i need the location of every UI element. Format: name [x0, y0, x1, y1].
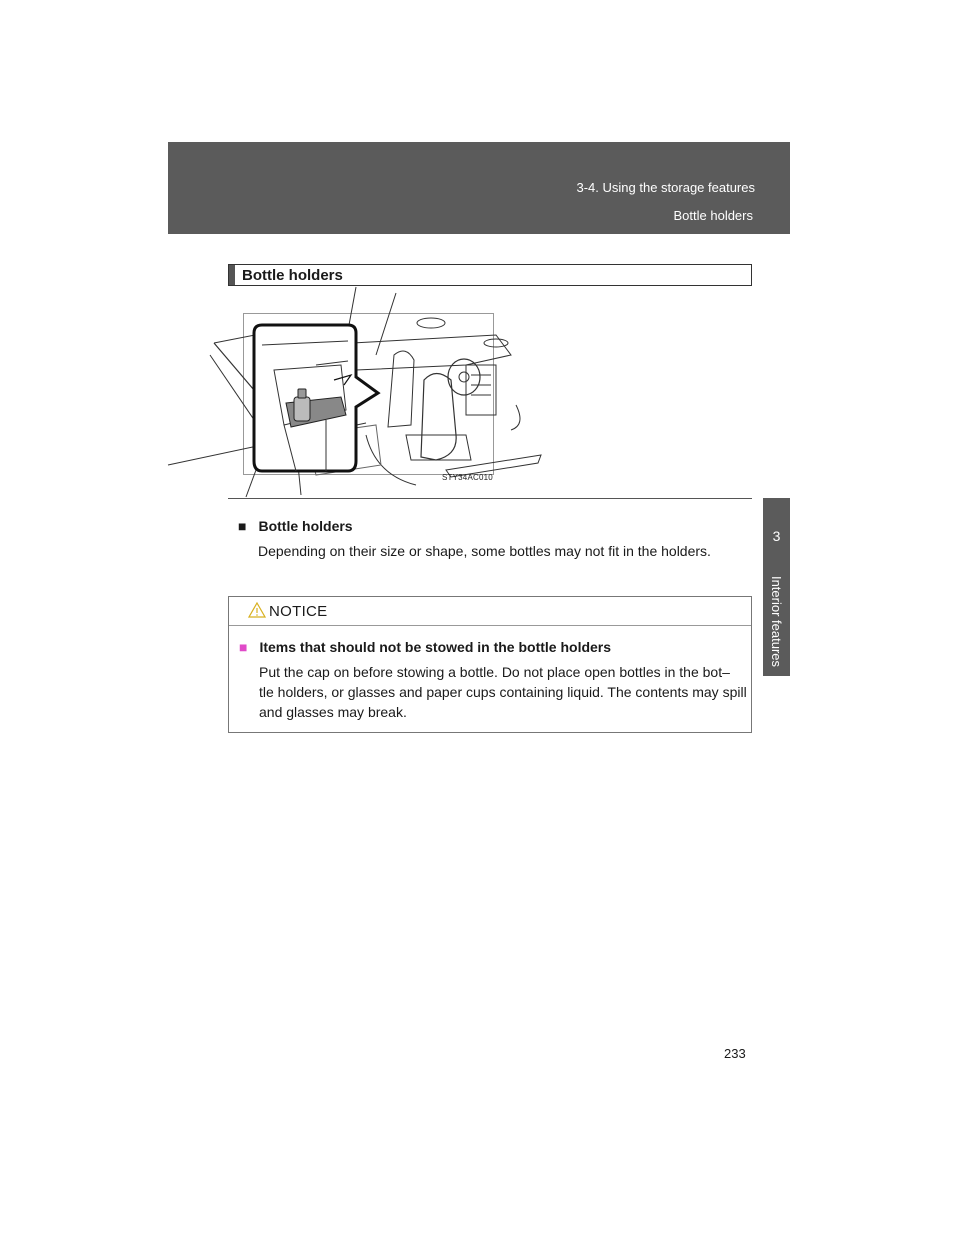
notice-item-title: [239, 639, 611, 655]
notice-label: NOTICE: [269, 603, 328, 620]
warning-triangle-icon: [248, 602, 266, 618]
pink-square-bullet-icon: ■: [239, 639, 248, 655]
square-bullet-icon: ■: [238, 518, 247, 534]
chapter-side-tab: [763, 498, 790, 676]
notice-item-title-text: Items that should not be stowed in the bottle holders: [259, 639, 612, 655]
note-text: Depending on their size or shape, some bottles may not fit in the holders.: [258, 543, 711, 559]
page-number: 233: [724, 1046, 746, 1061]
header-subsection-title: Bottle holders: [673, 208, 753, 223]
chapter-number: 3: [772, 528, 781, 544]
header-section-title: 3-4. Using the storage features: [576, 180, 755, 195]
notice-item-text: Put the cap on before stowing a bottle. Do not place open bottles in the bot– tle holders, or glasses and paper cups containing liquid. The contents may spill and glasses may break.: [259, 664, 747, 720]
header-band: [168, 142, 790, 234]
note-title-text: Bottle holders: [258, 518, 353, 534]
illustration-code: STY34AC010: [442, 473, 493, 482]
note-title: [238, 518, 353, 534]
car-interior-drawing: [166, 285, 546, 500]
notice-box: [228, 596, 752, 733]
section-heading-text: Bottle holders: [242, 267, 343, 284]
section-heading: [228, 264, 752, 286]
chapter-label: Interior features: [769, 575, 784, 668]
bottle-holder-illustration: [166, 285, 546, 500]
notice-header: [229, 597, 751, 626]
section-divider: [228, 498, 752, 499]
heading-accent-bar: [229, 265, 235, 285]
